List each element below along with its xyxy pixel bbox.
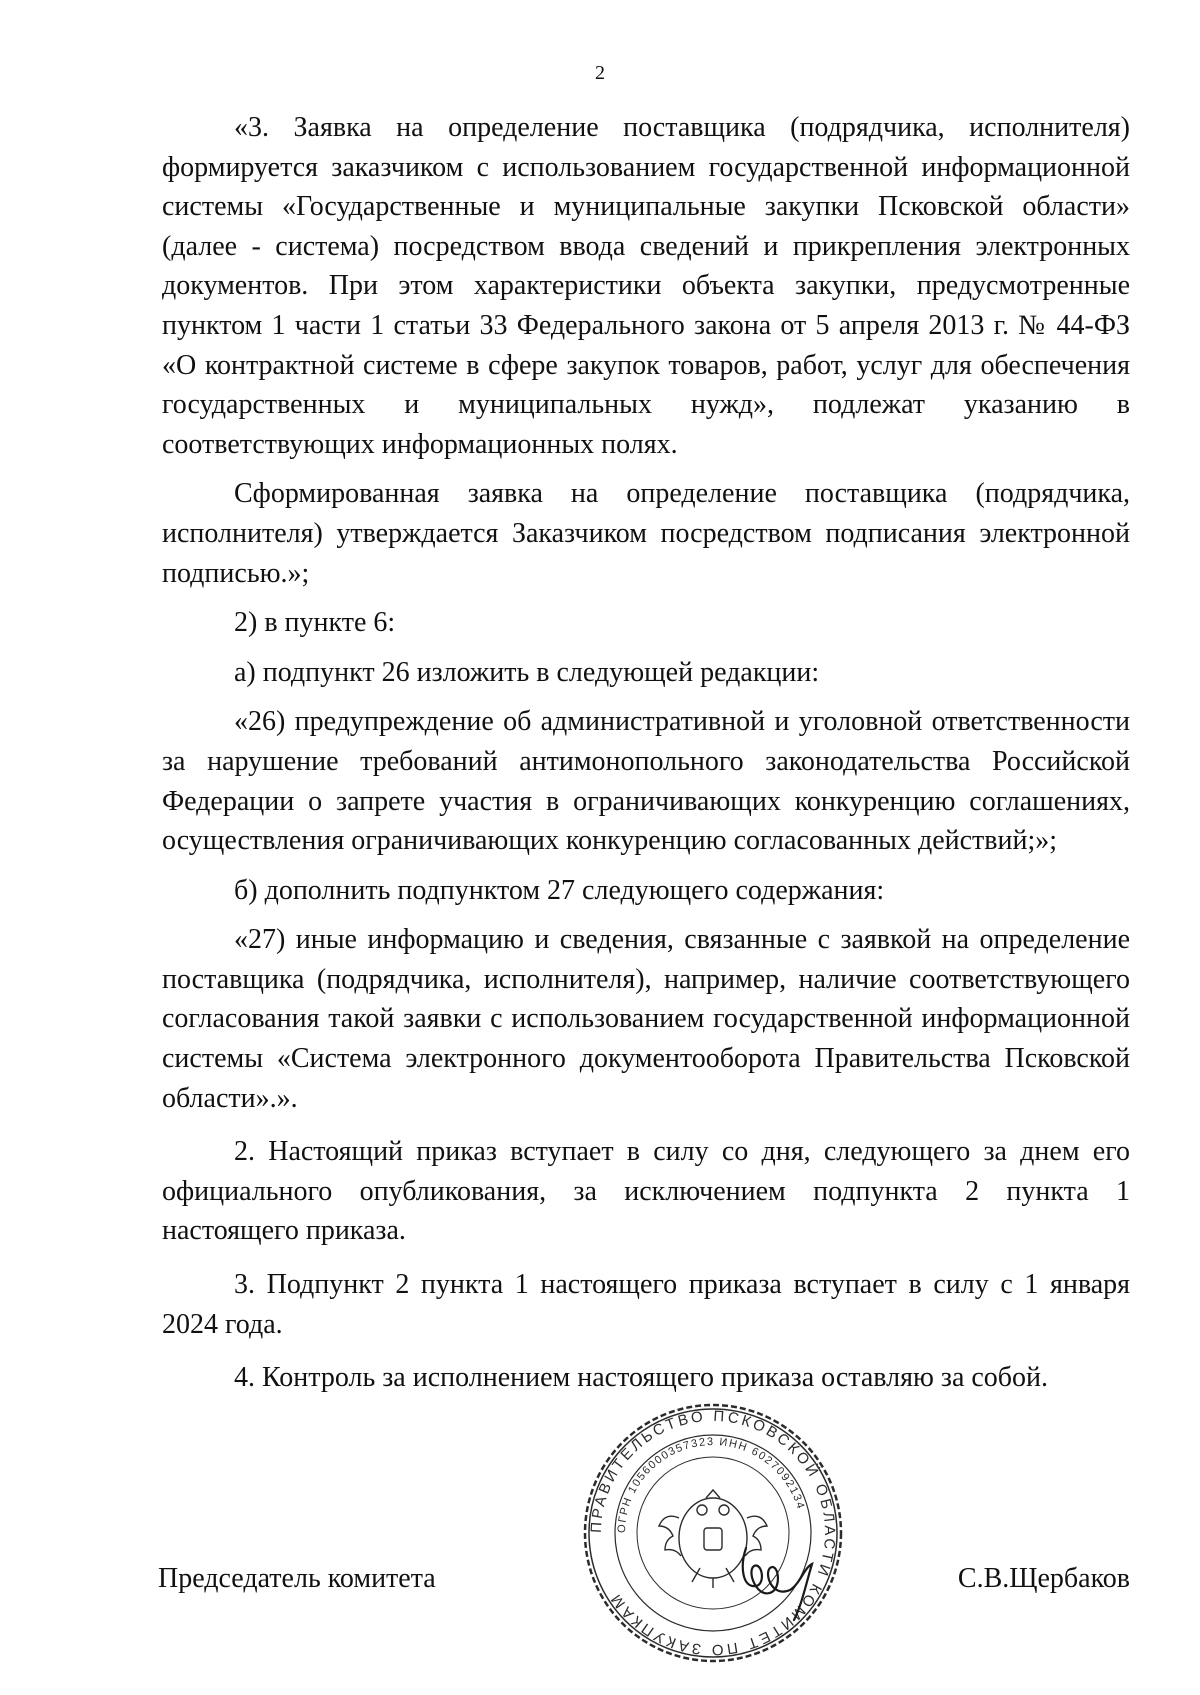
paragraph-subpoint-26-intro: а) подпункт 26 изложить в следующей редакции:: [234, 656, 820, 688]
paragraph-subpoint-26: «26) предупреждение об административной и уголовной ответственности за нарушение требований антимонопольного законодательства Российской Федерации о запрете участия в ограничивающих конкуренцию соглашениях, осуществления ограничивающих конкуренцию согласованных действий;»;: [162, 706, 1130, 857]
paragraph-3-application: «3. Заявка на определение поставщика (подрядчика, исполнителя) формируется заказчиком с использованием государственной информационной системы «Государственные и муниципальные закупки Псковской области» (далее - система) посредством ввода сведений и прикрепления электронных документов. При этом характеристики объекта закупки, предусмотренные пунктом 1 части 1 статьи 33 Федерального закона от 5 апреля 2013 г. № 44-ФЗ «О контрактной системе в сфере закупок товаров, работ, услуг для обеспечения государственных и муниципальных нужд», подлежат указанию в соответствующих информационных полях.: [162, 112, 1130, 460]
page-number: 2: [595, 62, 605, 84]
signatory-position: Председатель комитета: [158, 1563, 436, 1594]
paragraph-effective-date: 2. Настоящий приказ вступает в силу со дня, следующего за днем его официального опубликования, за исключением подпункта 2 пункта 1 настоящего приказа.: [162, 1136, 1130, 1247]
paragraph-control: 4. Контроль за исполнением настоящего приказа оставляю за собой.: [234, 1362, 1049, 1394]
signature-block: [158, 1563, 1130, 1603]
seal-inner-text: ОГРН 1056000357323 ИНН 6027092134: [615, 1435, 807, 1534]
svg-text:ОГРН 1056000357323 ИНН 6027092: [616, 1436, 807, 1533]
document-body: [162, 108, 1130, 1398]
paragraph-subpoint-27-intro: б) дополнить подпунктом 27 следующего содержания:: [234, 874, 885, 906]
paragraph-approval: Сформированная заявка на определение поставщика (подрядчика, исполнителя) утверждается Заказчиком посредством подписания электронной подписью.»;: [162, 478, 1130, 589]
paragraph-point-6: 2) в пункте 6:: [234, 607, 396, 639]
signatory-name: С.В.Щербаков: [957, 1563, 1130, 1594]
seal-outer-text: ПРАВИТЕЛЬСТВО ПСКОВСКОЙ ОБЛАСТИ КОМИТЕТ ПО ЗАКУПКАМ: [587, 1407, 839, 1659]
official-seal: [578, 1398, 848, 1668]
paragraph-subpoint-27: «27) иные информацию и сведения, связанные с заявкой на определение поставщика (подрядчика, исполнителя), например, наличие соответствующего согласования такой заявки с использованием государственной информационной системы «Система электронного документооборота Правительства Псковской области».».: [162, 924, 1130, 1114]
paragraph-subpoint-2-effective: 3. Подпункт 2 пункта 1 настоящего приказа вступает в силу с 1 января 2024 года.: [162, 1269, 1130, 1340]
